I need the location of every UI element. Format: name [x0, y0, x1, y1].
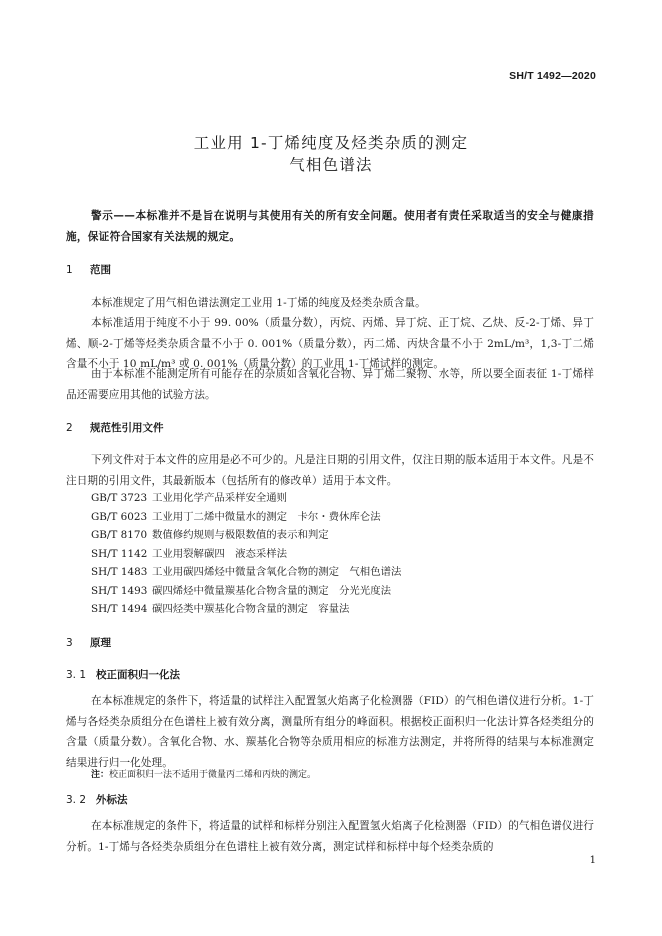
section-2-heading — [66, 420, 164, 435]
section-3-1-note — [91, 767, 316, 780]
section-title: 校正面积归一化法 — [96, 669, 180, 681]
section-title: 外标法 — [96, 794, 128, 806]
section-2-paragraph-1: 下列文件对于本文件的应用是必不可少的。凡是注日期的引用文件，仅注日期的版本适用于本文件。凡是不注日期的引用文件，其最新版本（包括所有的修改单）适用于本文件。 — [66, 454, 594, 487]
reference-title: 碳四烃类中羰基化合物含量的测定 容量法 — [152, 603, 350, 615]
note-text: 校正面积归一法不适用于微量丙二烯和丙炔的测定。 — [109, 770, 317, 780]
section-title: 范围 — [90, 264, 111, 276]
reference-code: SH/T 1483 — [91, 566, 148, 578]
reference-item — [91, 582, 391, 601]
section-number: 3 — [66, 637, 73, 649]
reference-item — [91, 545, 287, 564]
reference-code: SH/T 1494 — [91, 603, 148, 615]
section-number: 2 — [66, 422, 73, 434]
reference-code: GB/T 6023 — [91, 510, 148, 523]
section-1-heading — [66, 262, 111, 277]
reference-item — [91, 600, 349, 619]
section-3-heading — [66, 635, 111, 650]
safety-warning: 警示——本标准并不是旨在说明与其使用有关的所有安全问题。使用者有责任采取适当的安全与健康措施，保证符合国家有关法规的规定。 — [66, 210, 594, 243]
section-number: 3. 2 — [66, 794, 87, 806]
reference-title: 工业用裂解碳四 液态采样法 — [152, 547, 288, 560]
reference-item — [91, 489, 287, 508]
document-title: 工业用 1-丁烯纯度及烃类杂质的测定 — [193, 134, 469, 152]
reference-code: SH/T 1142 — [91, 547, 148, 560]
standard-code: SH/T 1492—2020 — [509, 70, 596, 82]
section-1-paragraph-3: 由于本标准不能测定所有可能存在的杂质如含氧化合物、异丁烯二聚物、水等，所以要全面表征 1-丁烯样品还需要应用其他的试验方法。 — [66, 368, 594, 401]
reference-code: GB/T 3723 — [91, 492, 148, 504]
reference-code: SH/T 1493 — [91, 584, 148, 597]
section-number: 1 — [66, 264, 73, 276]
section-3-2-paragraph-1: 在本标准规定的条件下，将适量的试样和标样分别注入配置氢火焰离子化检测器（FID）的气相色谱仪进行分析。1-丁烯与各烃类杂质组分在色谱柱上被有效分离，测定试样和标样中每个烃类杂质的 — [66, 820, 594, 853]
reference-item — [91, 526, 329, 545]
note-label: 注： — [91, 770, 110, 780]
reference-title: 工业用丁二烯中微量水的测定 卡尔・费休库仑法 — [152, 510, 381, 523]
section-3-2-heading — [66, 792, 128, 807]
section-3-1-paragraph-1: 在本标准规定的条件下，将适量的试样注入配置氢火焰离子化检测器（FID）的气相色谱仪进行分析。1-丁烯与各烃类杂质组分在色谱柱上被有效分离，测量所有组分的峰面积。根据校正面积归一化法计算各烃类组分的含量（质量分数）。含氧化合物、水、羰基化合物等杂质用相应的标准方法测定，并将所得的结果与本标准测定结果进行归一化处理。 — [66, 695, 594, 769]
reference-title: 工业用碳四烯烃中微量含氧化合物的测定 气相色谱法 — [152, 566, 402, 578]
reference-title: 碳四烯烃中微量羰基化合物含量的测定 分光光度法 — [152, 584, 391, 597]
section-title: 原理 — [90, 637, 111, 649]
document-subtitle: 气相色谱法 — [289, 156, 373, 174]
reference-item — [91, 508, 381, 527]
section-1-paragraph-2: 本标准适用于纯度不小于 99. 00%（质量分数），丙烷、丙烯、异丁烷、正丁烷、乙炔、反-2-丁烯、异丁烯、顺-2-丁烯等烃类杂质含量不小于 0. 001%（质量分数），丙二烯、丙炔含量不小于 2mL/m³，1,3-丁二烯含量不小于 10 mL/m³ 或 0. 001%（质量分数）的工业用 1-丁烯试样的测定。 — [66, 317, 594, 371]
section-3-1-heading — [66, 667, 180, 682]
section-1-paragraph-1: 本标准规定了用气相色谱法测定工业用 1-丁烯的纯度及烃类杂质含量。 — [91, 297, 426, 309]
reference-item — [91, 563, 401, 582]
section-number: 3. 1 — [66, 669, 87, 681]
section-title: 规范性引用文件 — [90, 422, 164, 434]
reference-title: 数值修约规则与极限数值的表示和判定 — [152, 529, 329, 541]
reference-title: 工业用化学产品采样安全通则 — [152, 492, 288, 504]
reference-code: GB/T 8170 — [91, 529, 148, 541]
page-number: 1 — [589, 855, 596, 866]
